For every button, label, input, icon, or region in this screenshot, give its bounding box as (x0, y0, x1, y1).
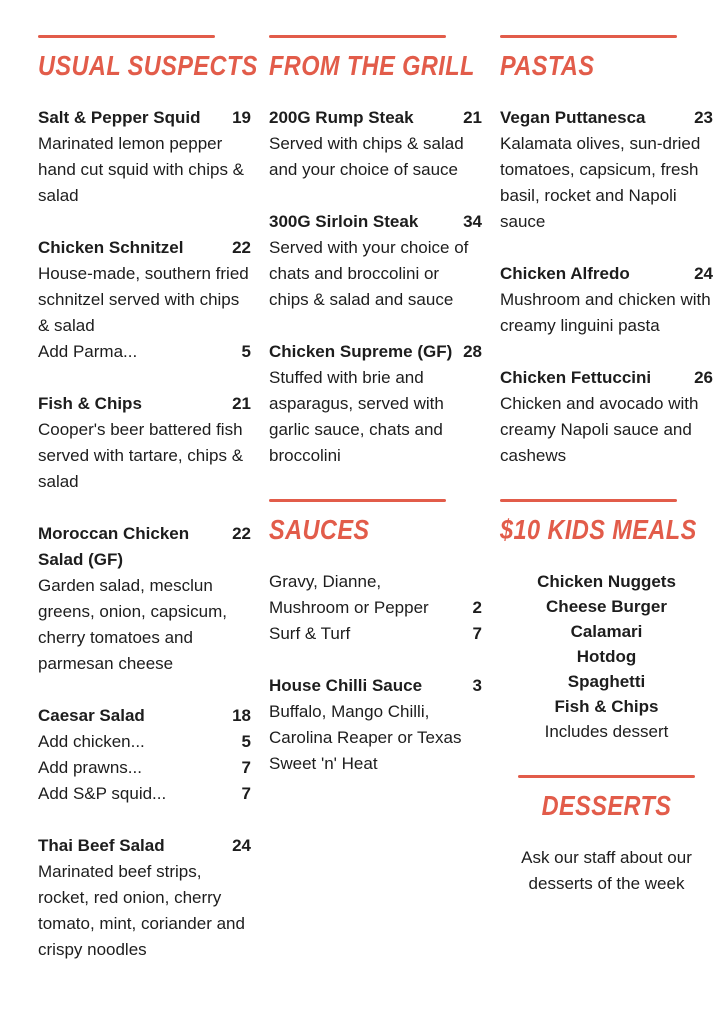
item-price: 24 (694, 264, 713, 283)
extra-label: Surf & Turf (269, 624, 351, 643)
item-description: Chicken and avocado with creamy Napoli sauce and cashews (500, 394, 699, 465)
menu-column-1 (38, 35, 258, 1024)
item-price: 18 (232, 706, 251, 725)
item-name: Thai Beef Salad (38, 836, 165, 855)
extra-label: Add Parma... (38, 342, 138, 361)
menu-item (38, 833, 251, 963)
item-extra-row (38, 339, 251, 365)
menu-item (500, 261, 713, 339)
section-heading: $10 KIDS MEALS (500, 514, 697, 545)
item-header (269, 339, 482, 365)
item-name: 300G Sirloin Steak (269, 212, 419, 231)
item-header (500, 261, 713, 287)
item-extra-row (38, 755, 251, 781)
section-heading: PASTAS (500, 50, 595, 81)
menu-item (269, 569, 482, 647)
item-header (38, 391, 251, 417)
item-name: Caesar Salad (38, 706, 145, 725)
extra-price: 5 (241, 732, 251, 751)
item-name: Salt & Pepper Squid (38, 108, 201, 127)
item-name: Moroccan Chicken Salad (GF) (38, 524, 190, 569)
menu-item (38, 235, 251, 365)
item-extra-row (38, 781, 251, 807)
item-name: Chicken Fettuccini (500, 368, 652, 387)
item-header (38, 235, 251, 261)
item-name: 200G Rump Steak (269, 108, 414, 127)
item-header (38, 703, 251, 729)
item-description: Cooper's beer battered fish served with tartare, chips & salad (38, 420, 244, 491)
extra-label: Add chicken... (38, 732, 145, 751)
item-header (269, 209, 482, 235)
menu-item (38, 521, 251, 677)
menu-item (269, 105, 482, 183)
extra-price: 2 (472, 598, 482, 617)
section-divider (269, 35, 446, 38)
item-description: Gravy, Dianne, (269, 572, 382, 591)
item-name: Chicken Schnitzel (38, 238, 184, 257)
menu-item (38, 105, 251, 209)
section-divider (518, 775, 695, 778)
item-price: 21 (232, 394, 251, 413)
menu-item (38, 703, 251, 807)
extra-price: 7 (241, 784, 251, 803)
menu-item (500, 365, 713, 469)
item-price: 28 (463, 342, 482, 361)
menu-section (38, 35, 258, 963)
item-description: Stuffed with brie and asparagus, served with garlic sauce, chats and broccolini (269, 368, 444, 465)
kids-meal-item: Hotdog (576, 647, 637, 666)
item-price: 26 (694, 368, 713, 387)
menu-section (500, 35, 713, 469)
item-header (38, 105, 251, 131)
section-heading: USUAL SUSPECTS (38, 50, 258, 81)
kids-meal-item: Spaghetti (567, 672, 646, 691)
menu-section (269, 499, 482, 777)
section-heading: DESSERTS (541, 790, 672, 821)
menu-item (269, 209, 482, 313)
kids-meal-item: Cheese Burger (546, 597, 667, 616)
item-description: Marinated beef strips, rocket, red onion, cherry tomato, mint, coriander and crispy noodles (38, 862, 245, 959)
extra-label: Add S&P squid... (38, 784, 167, 803)
section-divider (269, 499, 446, 502)
item-price: 22 (232, 238, 251, 257)
item-price: 34 (463, 212, 482, 231)
item-name: Chicken Supreme (GF) (269, 342, 453, 361)
menu-section (500, 499, 713, 745)
section-note: Includes dessert (544, 722, 669, 741)
section-heading: SAUCES (269, 514, 370, 545)
menu-section (500, 775, 713, 897)
item-name: Fish & Chips (38, 394, 142, 413)
item-description: Buffalo, Mango Chilli, Carolina Reaper or Texas Sweet 'n' Heat (269, 702, 462, 773)
item-price: 22 (232, 524, 251, 543)
item-description: Kalamata olives, sun-dried tomatoes, capsicum, fresh basil, rocket and Napoli sauce (500, 134, 701, 231)
item-name: House Chilli Sauce (269, 676, 423, 695)
item-header (269, 105, 482, 131)
extra-price: 7 (472, 624, 482, 643)
menu-section (269, 35, 482, 469)
section-heading: FROM THE GRILL (269, 50, 475, 81)
menu-item (500, 105, 713, 235)
item-header (38, 833, 251, 859)
item-price: 24 (232, 836, 251, 855)
extra-label: Add prawns... (38, 758, 142, 777)
menu-column-2 (269, 35, 482, 1024)
extra-price: 7 (241, 758, 251, 777)
item-name: Vegan Puttanesca (500, 108, 646, 127)
menu-item (269, 673, 482, 777)
item-price: 19 (232, 108, 251, 127)
item-price: 21 (463, 108, 482, 127)
item-name: Chicken Alfredo (500, 264, 630, 283)
kids-meal-item: Calamari (570, 622, 643, 641)
section-note: Ask our staff about our desserts of the week (521, 848, 692, 893)
item-description: Garden salad, mesclun greens, onion, capsicum, cherry tomatoes and parmesan cheese (38, 576, 227, 673)
item-description: Served with your choice of chats and broccolini or chips & salad and sauce (269, 238, 469, 309)
item-price: 23 (694, 108, 713, 127)
item-header (269, 673, 482, 699)
item-extra-row (269, 595, 482, 621)
section-divider (38, 35, 215, 38)
item-extra-row (38, 729, 251, 755)
section-divider (500, 35, 677, 38)
item-price: 3 (472, 676, 482, 695)
kids-meal-item: Fish & Chips (554, 697, 659, 716)
extra-price: 5 (241, 342, 251, 361)
item-header (500, 365, 713, 391)
section-divider (500, 499, 677, 502)
extra-label: Mushroom or Pepper (269, 598, 429, 617)
menu-item (38, 391, 251, 495)
menu-item (269, 339, 482, 469)
kids-meal-item: Chicken Nuggets (537, 572, 676, 591)
item-extra-row (269, 621, 482, 647)
item-description: Marinated lemon pepper hand cut squid with chips & salad (38, 134, 245, 205)
item-header (500, 105, 713, 131)
item-description: House-made, southern fried schnitzel served with chips & salad (38, 264, 249, 335)
item-description: Served with chips & salad and your choice of sauce (269, 134, 464, 179)
menu-column-3 (500, 35, 713, 1024)
item-description: Mushroom and chicken with creamy linguini pasta (500, 290, 711, 335)
item-header (38, 521, 251, 573)
